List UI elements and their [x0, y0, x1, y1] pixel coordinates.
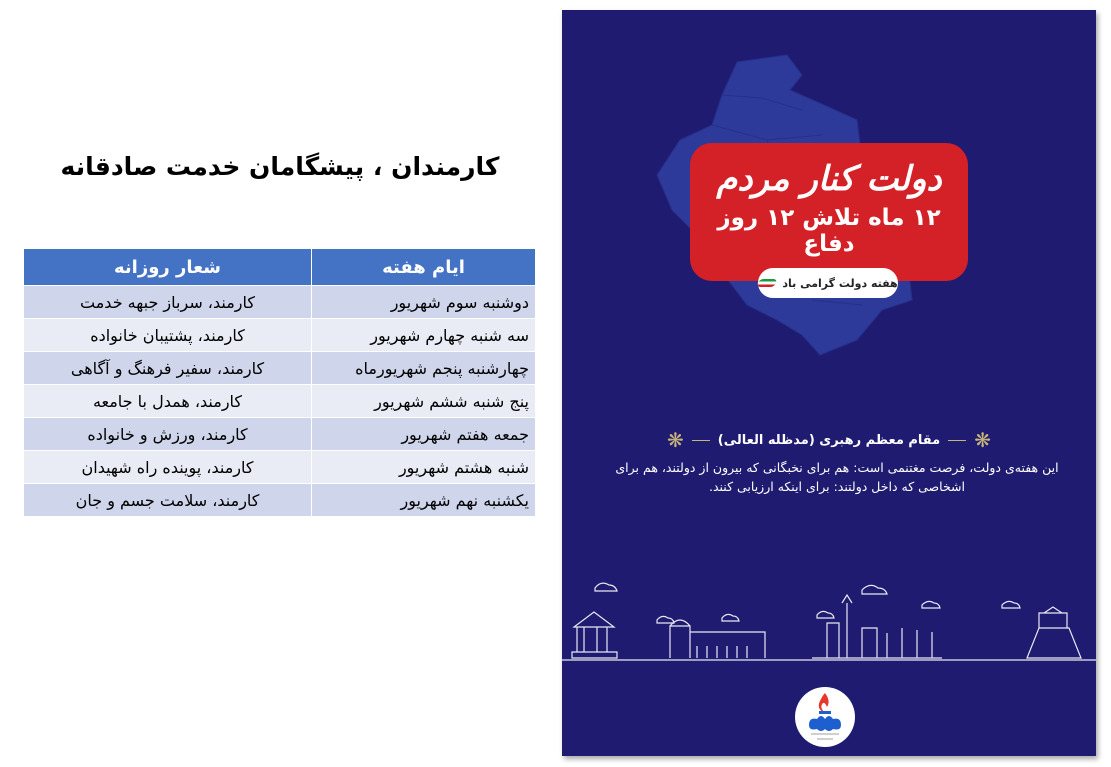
header-slogans: شعار روزانه — [24, 249, 312, 286]
table-row — [24, 286, 536, 319]
greeting-pill — [758, 268, 898, 298]
day-cell: چهارشنبه پنجم شهریورماه — [312, 352, 536, 385]
table-row — [24, 319, 536, 352]
quote-author: مقام معظم رهبری (مدظله العالی) — [717, 432, 941, 448]
ornament-line — [948, 440, 966, 441]
slogan-cell: کارمند، پوینده راه شهیدان — [24, 451, 312, 484]
day-cell: سه شنبه چهارم شهریور — [312, 319, 536, 352]
schedule-table — [23, 248, 536, 517]
skyline-illustration-icon — [562, 570, 1096, 670]
table-header-row — [24, 249, 536, 286]
day-cell: جمعه هفتم شهریور — [312, 418, 536, 451]
national-iranian-gas-company-logo-icon — [795, 687, 855, 747]
flower-ornament-icon: ❋ — [667, 428, 684, 452]
table-row — [24, 418, 536, 451]
day-cell: دوشنبه سوم شهریور — [312, 286, 536, 319]
day-cell: یکشنبه نهم شهریور — [312, 484, 536, 517]
quote-header — [562, 428, 1096, 452]
poster-headline: دولت کنار مردم — [716, 159, 942, 199]
slogan-cell: کارمند، سلامت جسم و جان — [24, 484, 312, 517]
table-row — [24, 385, 536, 418]
slogan-cell: کارمند، پشتیبان خانواده — [24, 319, 312, 352]
flower-ornament-icon: ❋ — [974, 428, 991, 452]
table-row — [24, 451, 536, 484]
slogan-cell: کارمند، سفیر فرهنگ و آگاهی — [24, 352, 312, 385]
document-title: کارمندان ، پیشگامان خدمت صادقانه — [60, 152, 500, 181]
slogan-cell: کارمند، همدل با جامعه — [24, 385, 312, 418]
day-cell: پنج شنبه ششم شهریور — [312, 385, 536, 418]
slogan-cell: کارمند، ورزش و خانواده — [24, 418, 312, 451]
poster-subheadline: ۱۲ ماه تلاش ۱۲ روز دفاع — [717, 205, 941, 257]
iran-flag-icon — [757, 279, 778, 287]
pill-text: هفته دولت گرامی باد — [782, 276, 898, 290]
day-cell: شنبه هشتم شهریور — [312, 451, 536, 484]
quote-text: این هفته‌ی دولت، فرصت مغتنمی است: هم برای نخبگانی که بیرون از دولتند، هم برای اشخاصی که داخل دولتند: برای اینکه ارزیابی کنند. — [615, 460, 1059, 494]
ornament-line — [692, 440, 710, 441]
slogan-cell: کارمند، سرباز جبهه خدمت — [24, 286, 312, 319]
headline-banner — [690, 143, 968, 281]
table-row — [24, 352, 536, 385]
government-week-poster — [562, 10, 1096, 756]
header-days: ایام هفته — [312, 249, 536, 286]
table-row — [24, 484, 536, 517]
